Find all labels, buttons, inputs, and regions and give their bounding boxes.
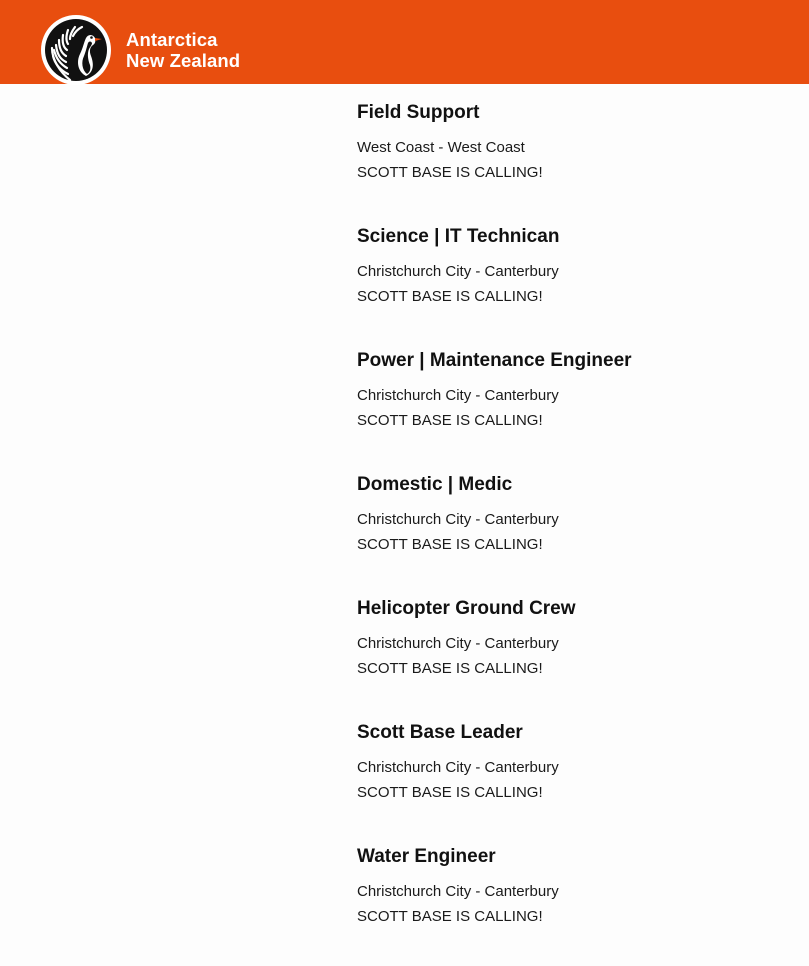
job-location: Christchurch City - Canterbury <box>357 387 559 404</box>
job-title-link[interactable]: Helicopter Ground Crew <box>357 598 576 619</box>
job-listing-item <box>357 98 777 222</box>
brand-name <box>126 29 240 71</box>
job-tagline: SCOTT BASE IS CALLING! <box>357 288 543 305</box>
home-logo-link[interactable] <box>40 14 240 84</box>
job-tagline: SCOTT BASE IS CALLING! <box>357 536 543 553</box>
job-tagline: SCOTT BASE IS CALLING! <box>357 908 543 925</box>
job-listing-item <box>357 842 777 966</box>
job-listing-item <box>357 222 777 346</box>
site-header <box>0 0 809 84</box>
job-title-link[interactable]: Field Support <box>357 102 480 123</box>
job-title-link[interactable]: Scott Base Leader <box>357 722 523 743</box>
job-location: Christchurch City - Canterbury <box>357 635 559 652</box>
job-location: West Coast - West Coast <box>357 139 525 156</box>
job-location: Christchurch City - Canterbury <box>357 883 559 900</box>
job-listing-item <box>357 470 777 594</box>
brand-line-1: Antarctica <box>126 29 218 50</box>
job-tagline: SCOTT BASE IS CALLING! <box>357 784 543 801</box>
job-title-link[interactable]: Domestic | Medic <box>357 474 513 495</box>
job-listing-item <box>357 346 777 470</box>
job-listing-item <box>357 594 777 718</box>
job-tagline: SCOTT BASE IS CALLING! <box>357 660 543 677</box>
job-title-link[interactable]: Power | Maintenance Engineer <box>357 350 632 371</box>
fern-and-bird-emblem-icon <box>40 14 112 86</box>
job-location: Christchurch City - Canterbury <box>357 511 559 528</box>
job-tagline: SCOTT BASE IS CALLING! <box>357 164 543 181</box>
job-title-link[interactable]: Water Engineer <box>357 846 496 867</box>
job-location: Christchurch City - Canterbury <box>357 263 559 280</box>
job-location: Christchurch City - Canterbury <box>357 759 559 776</box>
job-tagline: SCOTT BASE IS CALLING! <box>357 412 543 429</box>
job-listing-item <box>357 718 777 842</box>
job-title-link[interactable]: Science | IT Technican <box>357 226 560 247</box>
job-listings <box>357 98 777 966</box>
brand-line-2: New Zealand <box>126 50 241 71</box>
